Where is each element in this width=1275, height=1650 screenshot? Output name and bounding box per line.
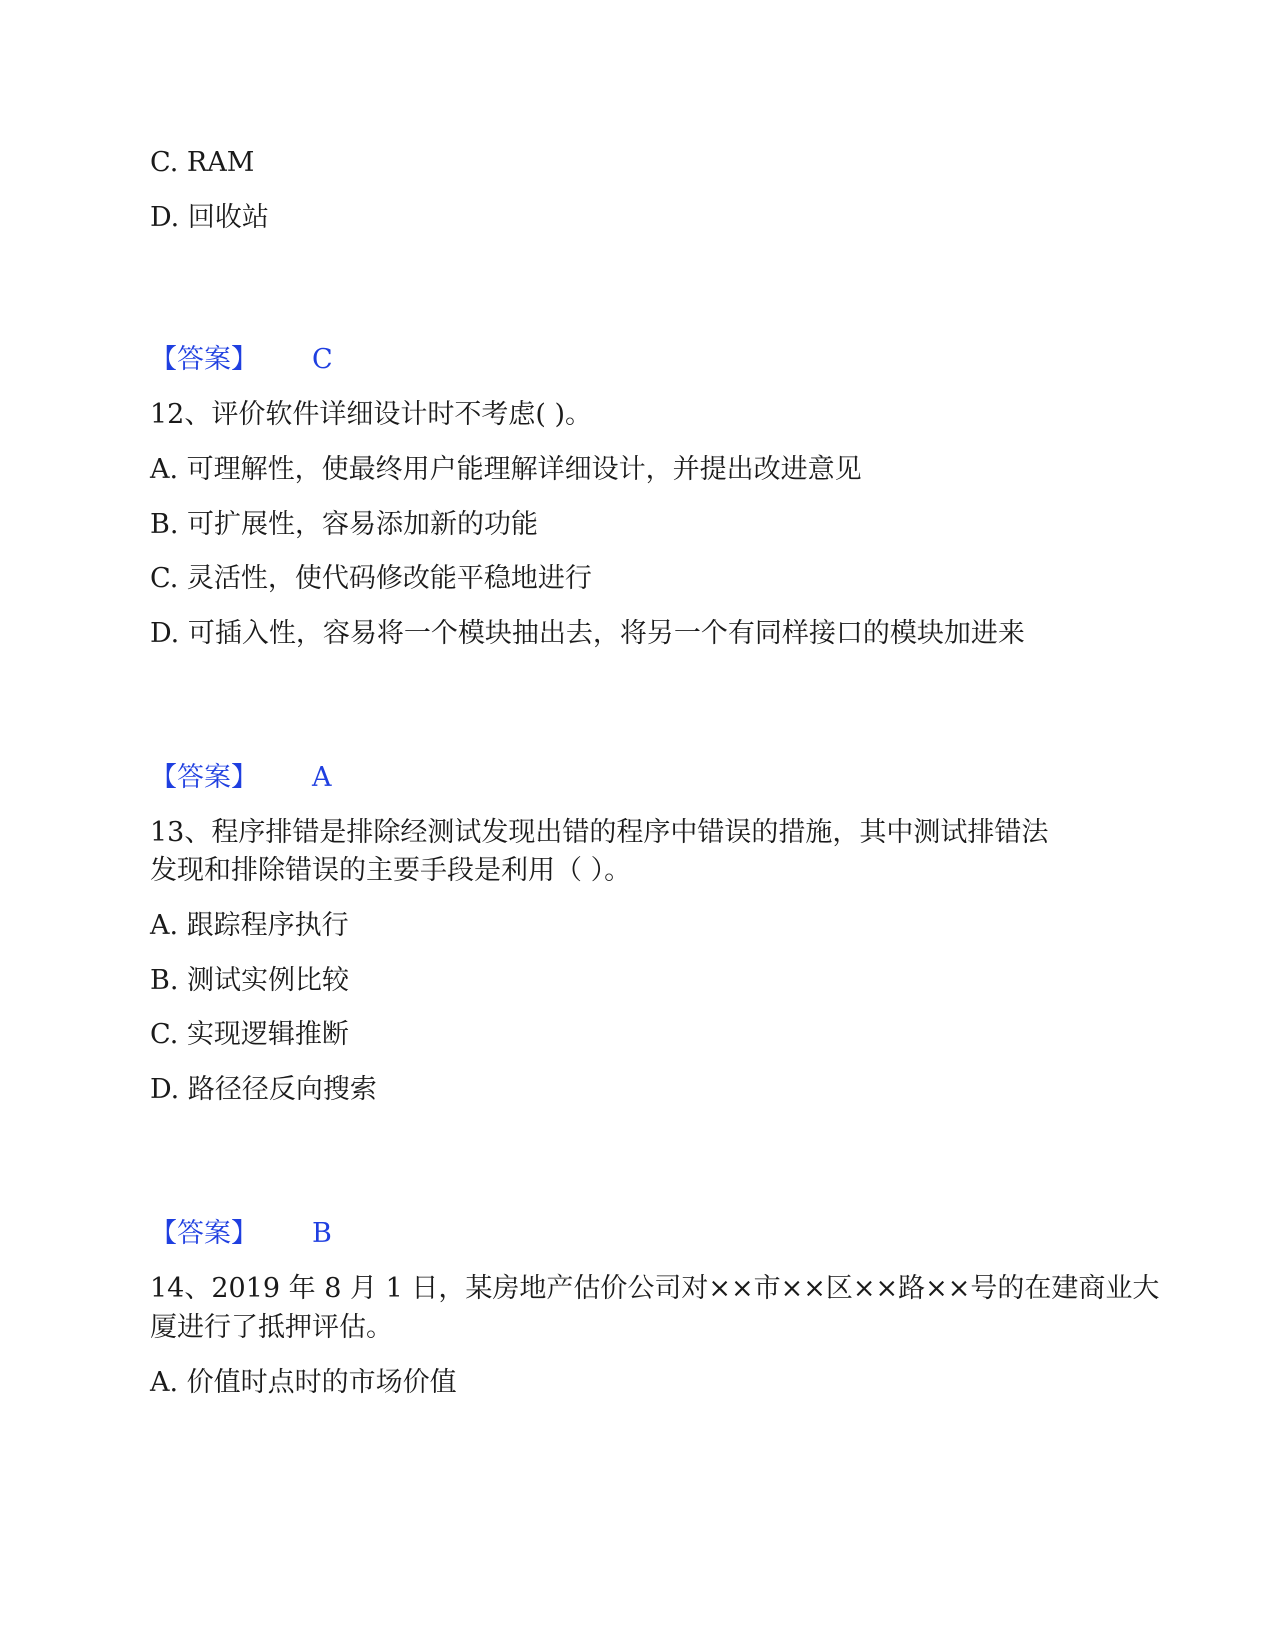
answer-row (150, 1217, 332, 1251)
answer-row (150, 343, 333, 377)
option-d: D. 回收站 (150, 202, 269, 233)
option-b: B. 可扩展性，容易添加新的功能 (150, 509, 539, 540)
question-stem-cont: 发现和排除错误的主要手段是利用（ ）。 (150, 855, 632, 886)
question-stem-cont: 厦进行了抵押评估。 (150, 1312, 393, 1343)
option-a: A. 跟踪程序执行 (150, 910, 349, 941)
option-c: C. 灵活性，使代码修改能平稳地进行 (150, 563, 592, 594)
option-a: A. 价值时点时的市场价值 (150, 1367, 457, 1398)
option-b: B. 测试实例比较 (150, 965, 350, 996)
option-c: C. RAM (150, 147, 255, 178)
answer-label: 【答案】 (150, 762, 258, 793)
question-stem: 14、2019 年 8 月 1 日，某房地产估价公司对××市××区××路××号的在建商业大 (150, 1273, 1160, 1304)
answer-value: A (312, 762, 332, 793)
answer-label: 【答案】 (150, 344, 258, 375)
option-d: D. 路径径反向搜索 (150, 1074, 377, 1105)
question-stem: 13、程序排错是排除经测试发现出错的程序中错误的措施，其中测试排错法 (150, 817, 1049, 848)
answer-value: C (312, 344, 333, 375)
option-a: A. 可理解性，使最终用户能理解详细设计，并提出改进意见 (150, 454, 862, 485)
answer-value: B (312, 1218, 332, 1249)
answer-label: 【答案】 (150, 1218, 258, 1249)
answer-row (150, 761, 332, 795)
option-c: C. 实现逻辑推断 (150, 1019, 349, 1050)
option-d: D. 可插入性，容易将一个模块抽出去，将另一个有同样接口的模块加进来 (150, 618, 1025, 649)
question-stem: 12、评价软件详细设计时不考虑( )。 (150, 399, 593, 430)
